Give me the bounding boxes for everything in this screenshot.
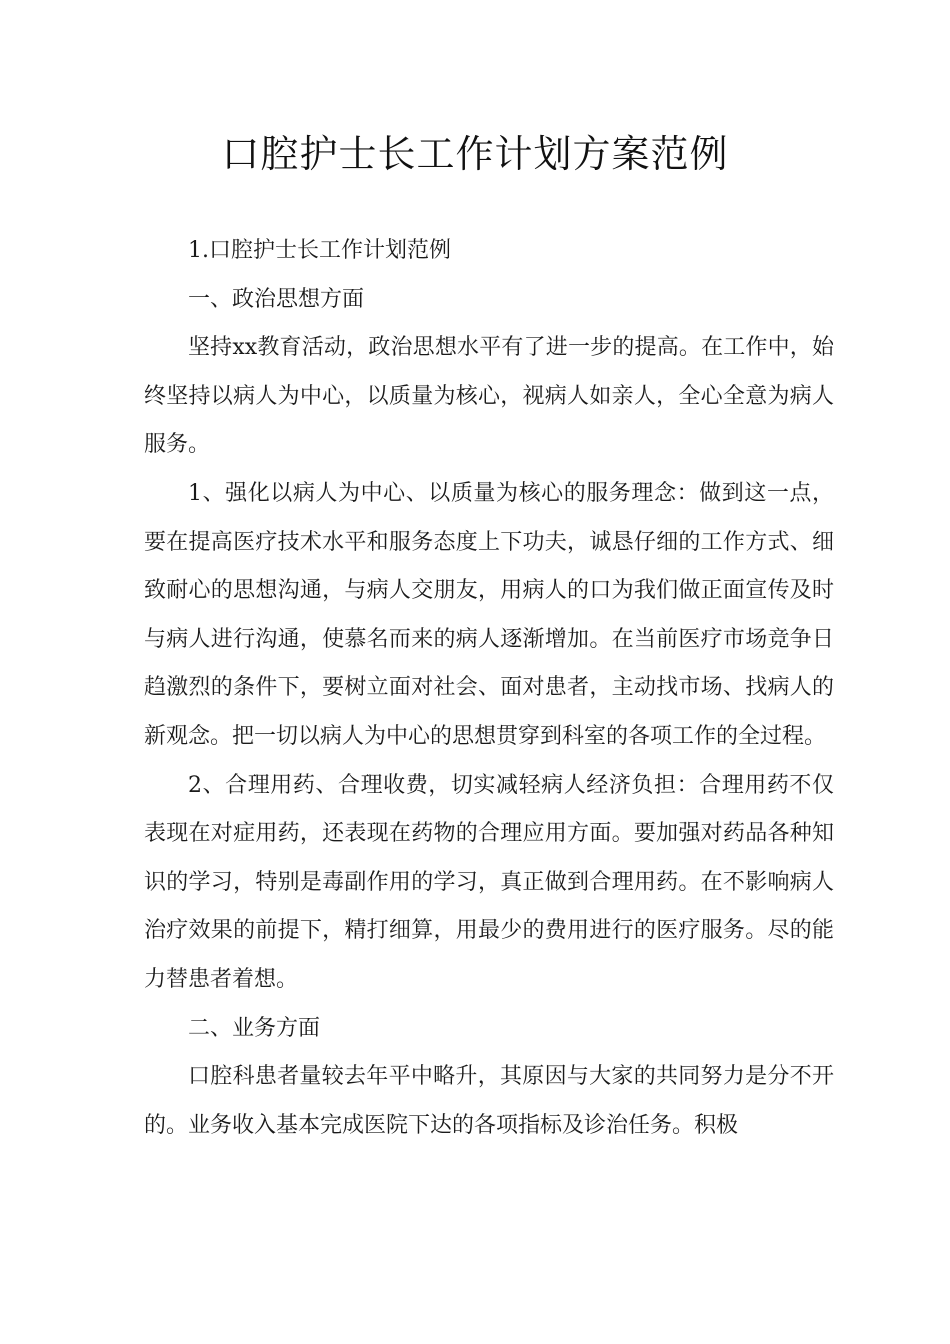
paragraph-item-1: 1、强化以病人为中心、以质量为核心的服务理念：做到这一点，要在提高医疗技术水平和服务态度上下功夫，诚恳仔细的工作方式、细致耐心的思想沟通，与病人交朋友，用病人的口为我们做正面宣传及时与病人进行沟通，使慕名而来的病人逐渐增加。在当前医疗市场竞争日趋激烈的条件下，要树立面对社会、面对患者，主动找市场、找病人的新观念。把一切以病人为中心的思想贯穿到科室的各项工作的全过程。 <box>144 480 834 749</box>
paragraph-political-intro: 坚持xx教育活动，政治思想水平有了进一步的提高。在工作中，始终坚持以病人为中心，以质量为核心，视病人如亲人，全心全意为病人服务。 <box>144 335 834 458</box>
paragraph-business-intro: 口腔科患者量较去年平中略升，其原因与大家的共同努力是分不开的。业务收入基本完成医院下达的各项指标及诊治任务。积极 <box>144 1064 834 1138</box>
paragraph-item-2: 2、合理用药、合理收费，切实减轻病人经济负担：合理用药不仅表现在对症用药，还表现在药物的合理应用方面。要加强对药品各种知识的学习，特别是毒副作用的学习，真正做到合理用药。在不影响病人治疗效果的前提下，精打细算，用最少的费用进行的医疗服务。尽的能力替患者着想。 <box>144 772 834 992</box>
section-heading-business: 二、业务方面 <box>188 1015 321 1041</box>
document-body <box>144 227 834 1150</box>
document-title: 口腔护士长工作计划方案范例 <box>221 132 729 176</box>
section-heading-example-1: 1.口腔护士长工作计划范例 <box>188 238 451 263</box>
section-heading-political: 一、政治思想方面 <box>188 286 365 312</box>
